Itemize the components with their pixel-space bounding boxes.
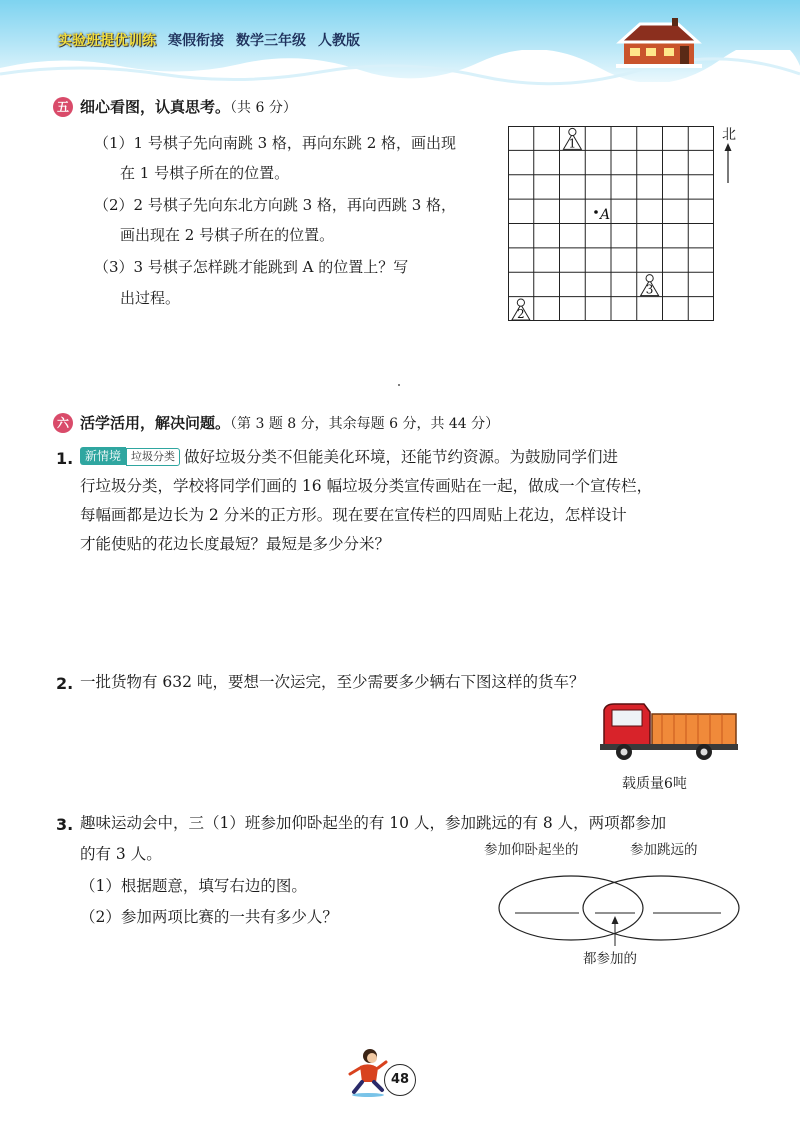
section5-badge: 五 <box>53 97 73 117</box>
s5-item2-line1: （2）2 号棋子先向东北方向跳 3 格，再向西跳 3 格， <box>94 196 457 214</box>
section6-heading <box>80 412 499 433</box>
q3-number: 3. <box>56 815 74 834</box>
venn-bottom-label: 都参加的 <box>583 951 637 967</box>
header-edition: 人教版 <box>318 33 360 49</box>
s5-item1-line2: 在 1 号棋子所在的位置。 <box>120 164 290 182</box>
venn-diagram <box>495 858 745 950</box>
q3-line1: 趣味运动会中，三（1）班参加仰卧起坐的有 10 人，参加跳远的有 8 人，两项都参加 <box>80 814 667 832</box>
venn-right-label: 参加跳远的 <box>630 842 698 858</box>
chess-grid <box>508 126 714 321</box>
q1-number: 1. <box>56 449 74 468</box>
chess-piece-1 <box>563 128 581 150</box>
chess-piece-3 <box>641 275 659 297</box>
header-title-row <box>58 30 372 50</box>
s5-item1-line1: （1）1 号棋子先向南跳 3 格，再向东跳 2 格，画出现 <box>94 134 457 152</box>
q1-line: 才能使贴的花边长度最短？最短是多少分米？ <box>80 535 391 553</box>
point-a-label: A <box>600 207 611 223</box>
venn-left-ellipse <box>499 876 643 940</box>
point-a-dot <box>594 210 598 214</box>
venn-left-label: 参加仰卧起坐的 <box>484 842 579 858</box>
chess-piece-label: 3 <box>645 282 654 297</box>
s5-item3-line2: 出过程。 <box>120 289 181 307</box>
section6-points: （第 3 题 8 分，其余每题 6 分，共 44 分） <box>230 416 500 432</box>
chess-piece-2 <box>512 299 530 321</box>
chess-piece-label: 1 <box>568 136 577 151</box>
truck-caption: 载质量6吨 <box>622 776 687 792</box>
north-label: 北 <box>722 127 736 143</box>
q2-text: 一批货物有 632 吨，要想一次运完，至少需要多少辆右下图这样的货车？ <box>80 673 585 691</box>
q1-line: 每幅画都是边长为 2 分米的正方形。现在要在宣传栏的四周贴上花边，怎样设计 <box>80 506 627 524</box>
section6-badge: 六 <box>53 413 73 433</box>
section5-points: （共 6 分） <box>230 100 297 116</box>
section6-title: 活学活用，解决问题。 <box>80 414 231 432</box>
section5-title: 细心看图，认真思考。 <box>80 98 231 116</box>
q1-text <box>80 443 750 559</box>
s5-item2-line2: 画出现在 2 号棋子所在的位置。 <box>120 226 335 244</box>
header-subject: 数学三年级 <box>236 33 306 49</box>
q1-tag-topic: 垃圾分类 <box>126 448 180 466</box>
page-number: 48 <box>384 1064 416 1096</box>
stray-dot <box>398 384 400 386</box>
grid-lines <box>508 126 714 321</box>
q1-line: 行垃圾分类，学校将同学们画的 16 幅垃圾分类宣传画贴在一起，做成一个宣传栏， <box>80 477 653 495</box>
q1-tag-new: 新情境 <box>80 447 126 465</box>
snow-house-icon <box>616 18 702 68</box>
q2-number: 2. <box>56 674 74 693</box>
north-arrow-icon <box>723 143 733 183</box>
chess-piece-label: 2 <box>517 307 525 321</box>
venn-right-ellipse <box>583 876 739 940</box>
q3-sub1: （1）根据题意，填写右边的图。 <box>80 877 307 895</box>
truck-icon <box>600 700 738 762</box>
s5-item3-line1: （3）3 号棋子怎样跳才能跳到 A 的位置上？写 <box>94 258 409 276</box>
q3-line2: 的有 3 人。 <box>80 845 162 863</box>
q1-text-first: 做好垃圾分类不但能美化环境，还能节约资源。为鼓励同学们进 <box>184 448 619 466</box>
header-brand: 实验班提优训练 <box>58 33 156 49</box>
header-subtitle: 寒假衔接 <box>168 33 224 49</box>
section5-heading <box>80 96 297 117</box>
running-kid-icon <box>346 1046 390 1098</box>
q3-sub2: （2）参加两项比赛的一共有多少人？ <box>80 908 338 926</box>
